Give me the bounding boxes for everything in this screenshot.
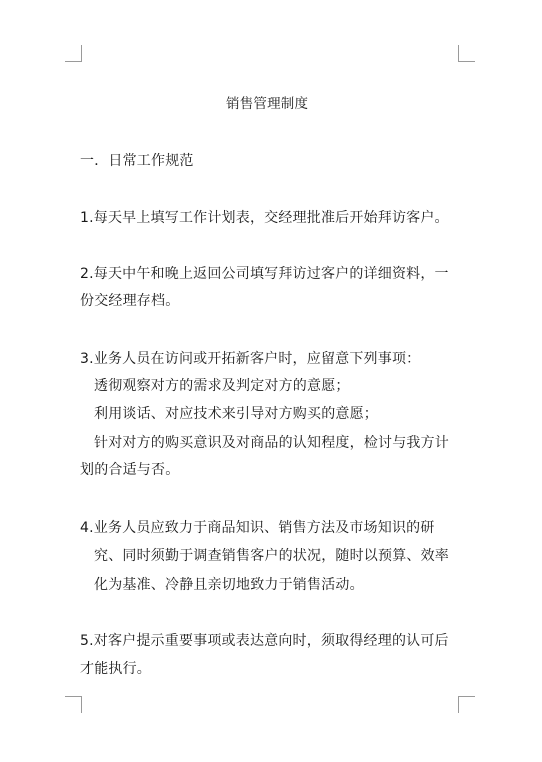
document-title: 销售管理制度	[226, 96, 309, 112]
item-4-line-2: 究、同时须勤于调查销售客户的状况，随时以预算、效率	[94, 548, 449, 564]
item-3-line-4: 针对对方的购买意识及对商品的认知程度，检讨与我方计	[94, 435, 449, 451]
item-4-line-1: 4.业务人员应致力于商品知识、销售方法及市场知识的研	[80, 520, 435, 536]
item-4-line-3: 化为基准、冷静且亲切地致力于销售活动。	[94, 577, 364, 593]
crop-mark-top-right	[458, 45, 475, 62]
crop-mark-top-left	[65, 45, 82, 62]
item-3-line-1: 3.业务人员在访问或开拓新客户时，应留意下列事项：	[80, 351, 421, 367]
item-3-line-2: 透彻观察对方的需求及判定对方的意愿；	[94, 378, 350, 394]
item-1-line-1: 1.每天早上填写工作计划表，交经理批准后开始拜访客户。	[80, 210, 449, 226]
crop-mark-bottom-left	[65, 696, 82, 713]
item-2-line-1: 2.每天中午和晚上返回公司填写拜访过客户的详细资料，一	[80, 266, 449, 282]
item-5-line-1: 5.对客户提示重要事项或表达意向时，须取得经理的认可后	[80, 633, 449, 649]
item-5-line-2: 才能执行。	[80, 661, 151, 677]
item-3-line-5: 划的合适与否。	[80, 462, 180, 478]
section-heading: 一．日常工作规范	[80, 153, 194, 169]
item-3-line-3: 利用谈话、对应技术来引导对方购买的意愿；	[94, 406, 378, 422]
crop-mark-bottom-right	[458, 696, 475, 713]
item-2-line-2: 份交经理存档。	[80, 293, 180, 309]
